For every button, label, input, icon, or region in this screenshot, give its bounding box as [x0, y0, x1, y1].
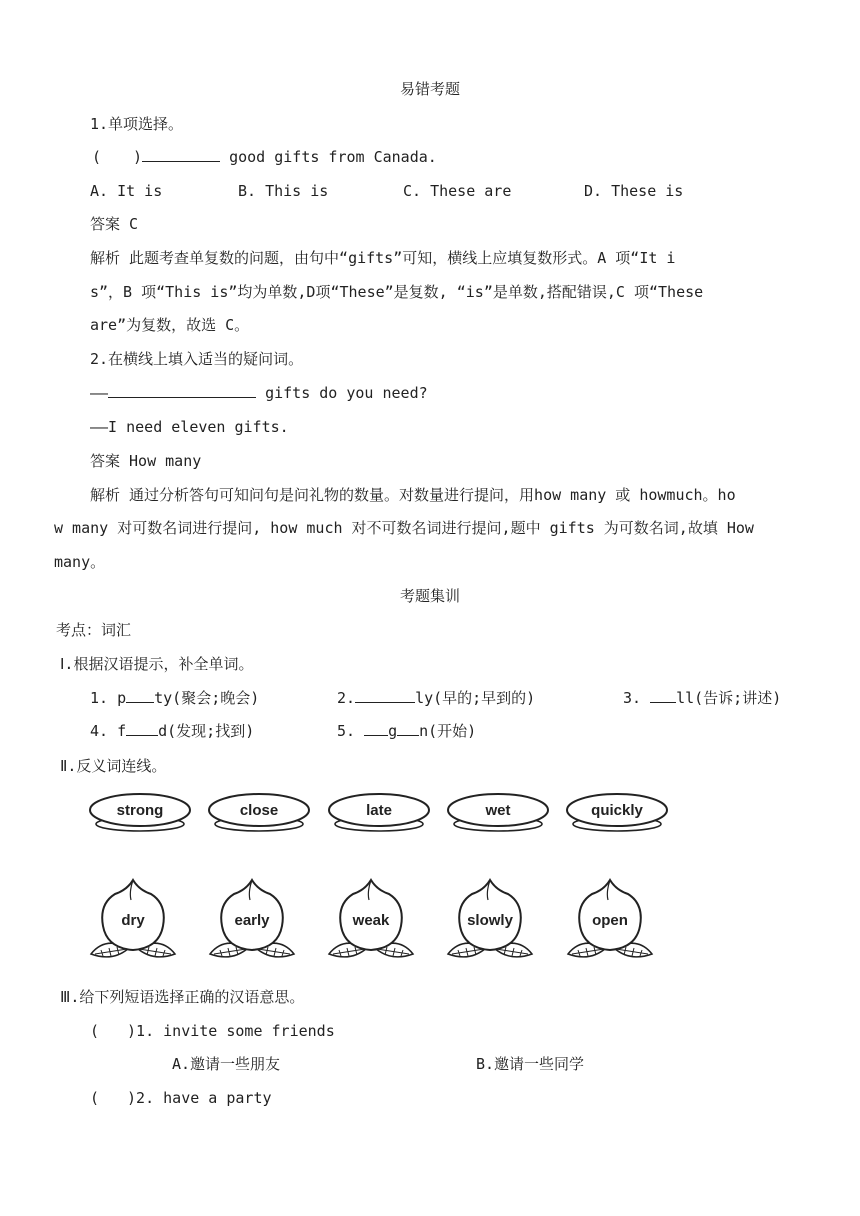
peach-word-dry: dry	[121, 912, 145, 929]
plate-word-close: close	[239, 802, 279, 819]
q1-stem-text: good gifts from Canada.	[229, 148, 437, 166]
q1-paren-close: )	[133, 148, 143, 166]
q1-heading: 1.单项选择。	[90, 115, 184, 133]
q2-analysis-line-3: many。	[54, 553, 106, 571]
q1-paren-open: (	[92, 148, 102, 166]
peach-open[interactable]	[568, 880, 652, 957]
q2-blank	[108, 383, 256, 398]
part3-q1-option-b: B.邀请一些同学	[476, 1055, 585, 1073]
q1-option-c: C. These are	[403, 182, 512, 200]
peach-word-weak: weak	[352, 912, 390, 929]
peach-slowly[interactable]	[448, 880, 532, 957]
section-title-errors: 易错考题	[399, 80, 460, 98]
exam-point: 考点：词汇	[56, 621, 132, 639]
peach-word-slowly: slowly	[467, 912, 513, 929]
q1-analysis-line-2: s”，B 项“This is”均为单数,D项“These”是复数, “is”是单数,搭配错误,C 项“These	[90, 283, 704, 301]
q2-analysis-line-2: w many 对可数名词进行提问, how much 对不可数名词进行提问,题中 gifts 为可数名词,故填 How	[54, 519, 754, 537]
peach-word-open: open	[592, 912, 628, 929]
plate-word-late: late	[366, 802, 392, 819]
vocab-item-5: 5. g n(开始)	[337, 722, 477, 740]
vocab-item-3: 3. ll(告诉;讲述)	[623, 689, 782, 707]
part3-heading: Ⅲ.给下列短语选择正确的汉语意思。	[60, 988, 305, 1006]
q1-option-d: D. These is	[584, 182, 684, 200]
q2-dash: ——	[90, 384, 109, 402]
plate-word-strong: strong	[116, 802, 164, 819]
peach-early[interactable]	[210, 880, 294, 957]
q1-option-b: B. This is	[238, 182, 329, 200]
antonym-matching-figure	[0, 780, 860, 980]
part3-q1-option-a: A.邀请一些朋友	[172, 1055, 281, 1073]
q2-line-2: ——I need eleven gifts.	[90, 418, 289, 436]
plate-word-quickly: quickly	[591, 802, 643, 819]
q1-analysis-line-1: 解析 此题考查单复数的问题，由句中“gifts”可知，横线上应填复数形式。A 项“It i	[90, 249, 676, 267]
q1-analysis-line-3: are”为复数，故选 C。	[90, 316, 250, 334]
q2-line-1	[90, 382, 428, 404]
part3-q2: ( )2. have a party	[90, 1089, 272, 1107]
part1-heading: Ⅰ.根据汉语提示，补全单词。	[60, 655, 254, 673]
vocab-item-1: 1. p ty(聚会;晚会)	[90, 689, 260, 707]
plate-late[interactable]	[329, 794, 429, 831]
q2-question-text: gifts do you need?	[265, 384, 428, 402]
q1-blank	[142, 147, 220, 162]
q2-analysis-line-1: 解析 通过分析答句可知问句是问礼物的数量。对数量进行提问，用how many 或 howmuch。ho	[90, 486, 736, 504]
part2-heading: Ⅱ.反义词连线。	[60, 757, 167, 775]
q1-option-a: A. It is	[90, 182, 163, 200]
peach-weak[interactable]	[329, 880, 413, 957]
peach-word-early: early	[234, 912, 270, 929]
plate-word-wet: wet	[485, 802, 511, 819]
vocab-item-2: 2. ly(早的;早到的)	[337, 689, 536, 707]
peach-dry[interactable]	[91, 880, 175, 957]
plate-quickly[interactable]	[567, 794, 667, 831]
q2-heading: 2.在横线上填入适当的疑问词。	[90, 350, 304, 368]
q1-answer: 答案 C	[90, 215, 139, 233]
section-title-practice: 考题集训	[399, 587, 460, 605]
q1-stem	[92, 146, 437, 168]
part3-q1: ( )1. invite some friends	[90, 1022, 335, 1040]
vocab-item-4: 4. f d(发现;找到)	[90, 722, 255, 740]
plate-wet[interactable]	[448, 794, 548, 831]
plate-strong[interactable]	[90, 794, 190, 831]
q2-answer: 答案 How many	[90, 452, 202, 470]
plate-close[interactable]	[209, 794, 309, 831]
